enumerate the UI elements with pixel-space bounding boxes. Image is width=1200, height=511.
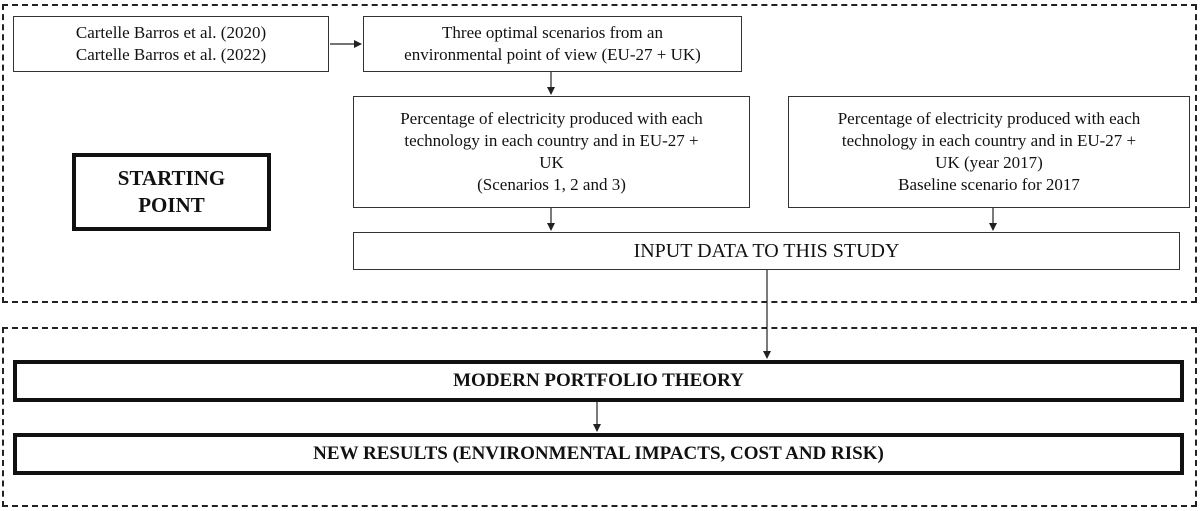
input-data-label: INPUT DATA TO THIS STUDY bbox=[633, 240, 900, 262]
optimal-scenarios-box bbox=[363, 16, 742, 72]
portfolio-theory-label: MODERN PORTFOLIO THEORY bbox=[453, 370, 744, 391]
percentage-scenarios-line-1: Percentage of electricity produced with each bbox=[400, 109, 703, 128]
optimal-scenarios-line-2: environmental point of view (EU-27 + UK) bbox=[404, 45, 701, 64]
new-results-label: NEW RESULTS (ENVIRONMENTAL IMPACTS, COST AND RISK) bbox=[313, 443, 884, 464]
percentage-scenarios-box bbox=[353, 96, 750, 208]
source-2022: Cartelle Barros et al. (2022) bbox=[75, 45, 267, 64]
sources-box bbox=[13, 16, 329, 72]
starting-point-box bbox=[72, 153, 271, 231]
percentage-baseline-line-4: Baseline scenario for 2017 bbox=[898, 175, 1080, 194]
optimal-scenarios-line-1: Three optimal scenarios from an bbox=[442, 23, 663, 42]
percentage-scenarios-line-4: (Scenarios 1, 2 and 3) bbox=[477, 175, 626, 194]
starting-point-line-2: POINT bbox=[138, 193, 205, 217]
portfolio-theory-box bbox=[13, 360, 1184, 402]
percentage-scenarios-line-3: UK bbox=[539, 153, 564, 172]
input-data-box bbox=[353, 232, 1180, 270]
percentage-baseline-line-2: technology in each country and in EU-27 + bbox=[841, 131, 1137, 150]
percentage-baseline-line-1: Percentage of electricity produced with each bbox=[837, 109, 1141, 128]
percentage-scenarios-line-2: technology in each country and in EU-27 + bbox=[404, 131, 699, 150]
new-results-box bbox=[13, 433, 1184, 475]
source-2020: Cartelle Barros et al. (2020) bbox=[75, 23, 267, 42]
methodology-region bbox=[2, 327, 1197, 507]
starting-point-line-1: STARTING bbox=[117, 166, 226, 190]
percentage-baseline-line-3: UK (year 2017) bbox=[935, 153, 1043, 172]
percentage-baseline-box bbox=[788, 96, 1190, 208]
